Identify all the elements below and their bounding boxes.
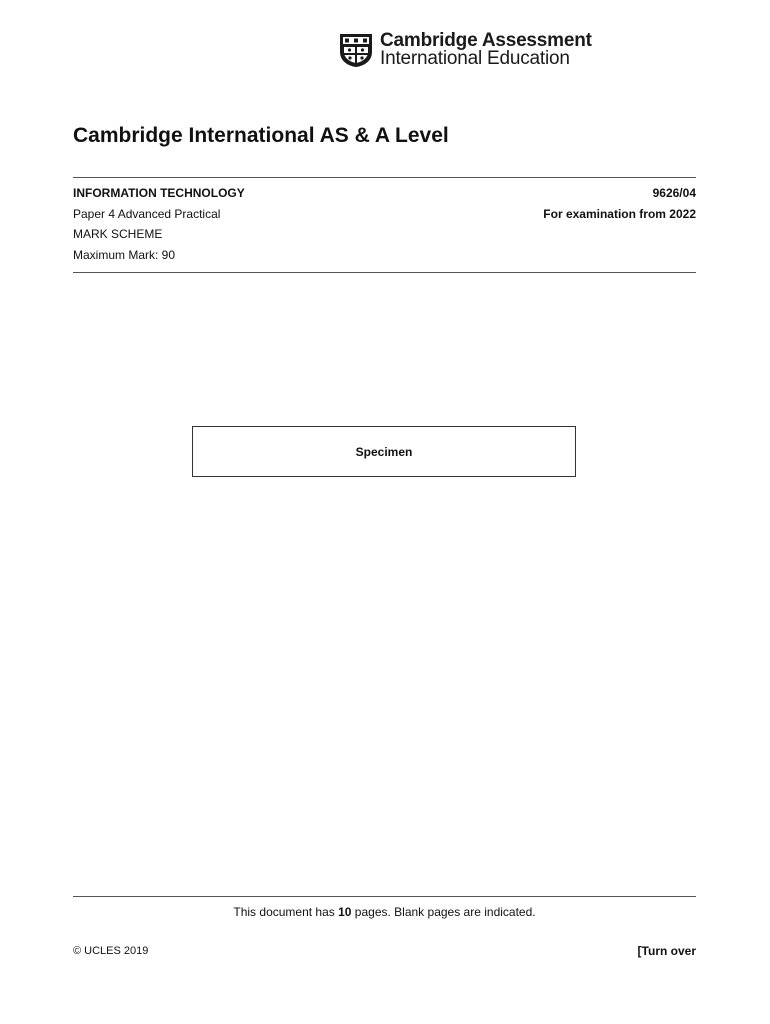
examination-from: For examination from 2022 xyxy=(543,207,696,221)
university-crest-icon xyxy=(338,32,374,68)
subject-name: INFORMATION TECHNOLOGY xyxy=(73,186,245,200)
page-count: 10 xyxy=(338,905,352,919)
document-type: MARK SCHEME xyxy=(73,227,163,241)
bottom-divider xyxy=(73,896,696,897)
page-count-note xyxy=(73,905,696,919)
copyright: © UCLES 2019 xyxy=(73,945,149,957)
logo xyxy=(338,32,592,68)
logo-line-1: Cambridge Assessment xyxy=(380,30,592,51)
syllabus-code: 9626/04 xyxy=(652,186,696,200)
paper-name: Paper 4 Advanced Practical xyxy=(73,207,221,221)
maximum-mark: Maximum Mark: 90 xyxy=(73,248,176,262)
page-count-suffix: pages. Blank pages are indicated. xyxy=(351,905,536,919)
page-count-prefix: This document has xyxy=(233,905,339,919)
top-divider xyxy=(73,177,696,178)
logo-line-2: International Education xyxy=(380,48,570,69)
turn-over: [Turn over xyxy=(637,944,696,958)
qualification-title: Cambridge International AS & A Level xyxy=(73,124,449,147)
middle-divider xyxy=(73,272,696,273)
specimen-box xyxy=(192,426,576,477)
specimen-label: Specimen xyxy=(355,444,413,459)
